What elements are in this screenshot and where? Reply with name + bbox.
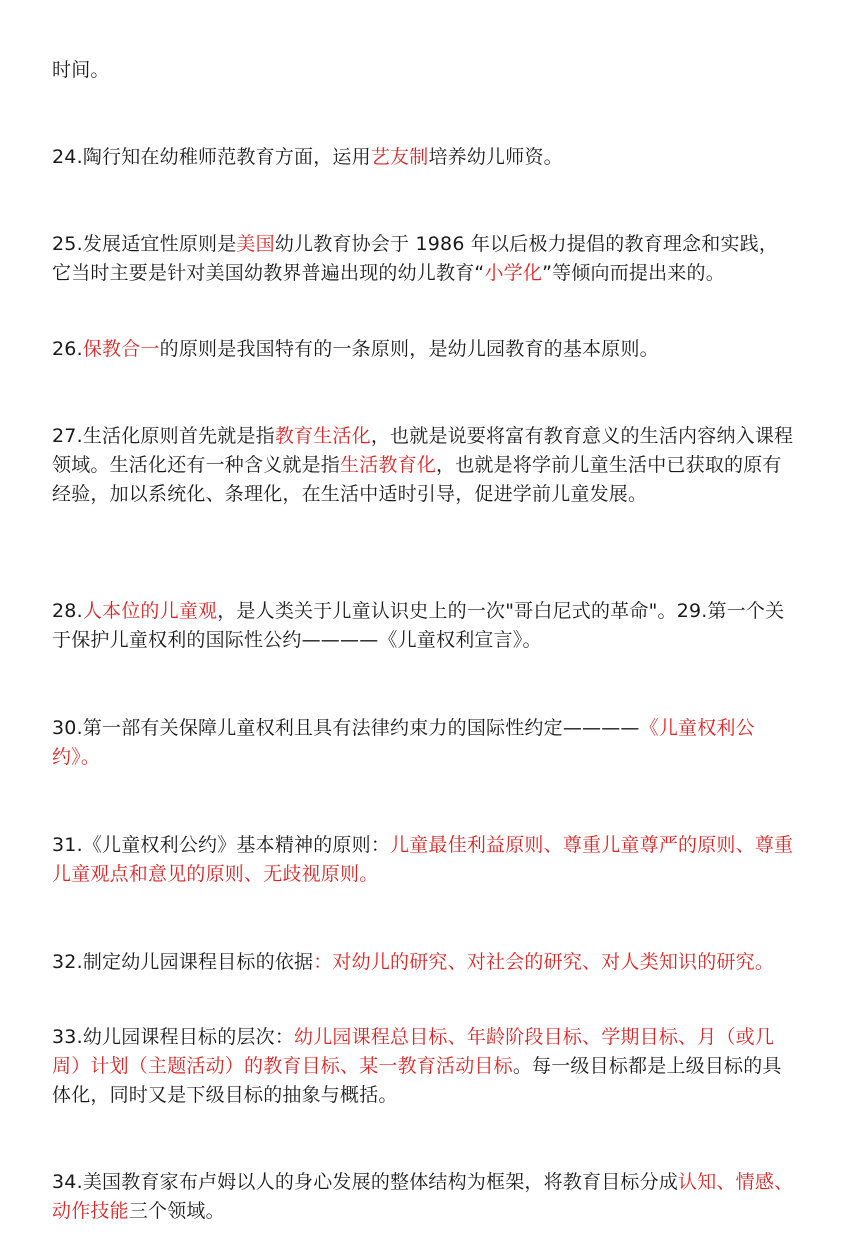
highlighted-text: 艺友制 xyxy=(370,146,429,168)
body-text: 30.第一部有关保障儿童权利且具有法律约束力的国际性约定———— xyxy=(52,717,640,739)
paragraph-26 xyxy=(52,335,797,364)
paragraph-25 xyxy=(52,230,797,288)
highlighted-text: 美国 xyxy=(236,233,275,255)
highlighted-text: 儿童最佳利益原则、尊重儿童尊严的原则、尊重儿童观点和意见的原则、无歧视原则。 xyxy=(52,834,794,885)
paragraph-28 xyxy=(52,597,797,655)
body-text: ”等倾向而提出来的。 xyxy=(542,262,725,284)
paragraph-tail xyxy=(52,56,797,85)
highlighted-text: 生活教育化 xyxy=(340,454,437,476)
body-text: 28. xyxy=(52,600,83,622)
body-text: 培养幼儿师资。 xyxy=(428,146,563,168)
body-text: 。每一级目标都是上级目标的具体化，同时又是下级目标的抽象与概括。 xyxy=(52,1055,782,1106)
paragraph-31 xyxy=(52,831,797,889)
highlighted-text: ：对幼儿的研究、对社会的研究、对人类知识的研究。 xyxy=(313,951,775,973)
paragraph-24 xyxy=(52,143,797,172)
highlighted-text: 保教合一 xyxy=(82,338,160,360)
body-text: 25.发展适宜性原则是 xyxy=(52,233,237,255)
body-text: 31.《儿童权利公约》基本精神的原则： xyxy=(52,834,391,856)
paragraph-27 xyxy=(52,422,797,509)
body-text: ，是人类关于儿童认识史上的一次"哥白尼式的革命"。29.第一个关于保护儿童权利的国际性公约————《儿童权利宣言》。 xyxy=(52,600,785,651)
body-text: 27.生活化原则首先就是指 xyxy=(52,425,275,447)
highlighted-text: 幼儿园课程总目标、年龄阶段目标、学期目标、月（或几周）计划（主题活动）的教育目标、某一教育活动目标 xyxy=(52,1026,775,1077)
body-text: 幼儿教育协会于 1986 年以后极力提倡的教育理念和实践，它当时主要是针对美国幼教界普遍出现的幼儿教育“ xyxy=(52,233,779,284)
body-text: 24.陶行知在幼稚师范教育方面，运用 xyxy=(52,146,371,168)
body-text: 32.制定幼儿园课程目标的依据 xyxy=(52,951,314,973)
paragraph-32 xyxy=(52,948,797,977)
body-text: 26. xyxy=(52,338,83,360)
highlighted-text: 人本位的儿童观 xyxy=(82,600,218,622)
paragraph-34 xyxy=(52,1168,797,1226)
highlighted-text: 《儿童权利公约》。 xyxy=(52,717,755,768)
body-text: 的原则是我国特有的一条原则，是幼儿园教育的基本原则。 xyxy=(159,338,659,360)
body-text: 34.美国教育家布卢姆以人的身心发展的整体结构为框架，将教育目标分成 xyxy=(52,1171,679,1193)
body-text: 三个领域。 xyxy=(128,1200,225,1222)
body-text: 33.幼儿园课程目标的层次： xyxy=(52,1026,295,1048)
paragraph-33 xyxy=(52,1023,797,1110)
body-text: ，也就是说要将富有教育意义的生活内容纳入课程领域。生活化还有一种含义就是指 xyxy=(52,425,794,476)
highlighted-text: 小学化 xyxy=(484,262,543,284)
highlighted-text: 认知、情感、动作技能 xyxy=(52,1171,794,1222)
highlighted-text: 教育生活化 xyxy=(274,425,371,447)
paragraph-30 xyxy=(52,714,797,772)
body-text: ，也就是将学前儿童生活中已获取的原有经验，加以系统化、条理化，在生活中适时引导，促进学前儿童发展。 xyxy=(52,454,782,505)
body-text: 时间。 xyxy=(52,59,110,81)
